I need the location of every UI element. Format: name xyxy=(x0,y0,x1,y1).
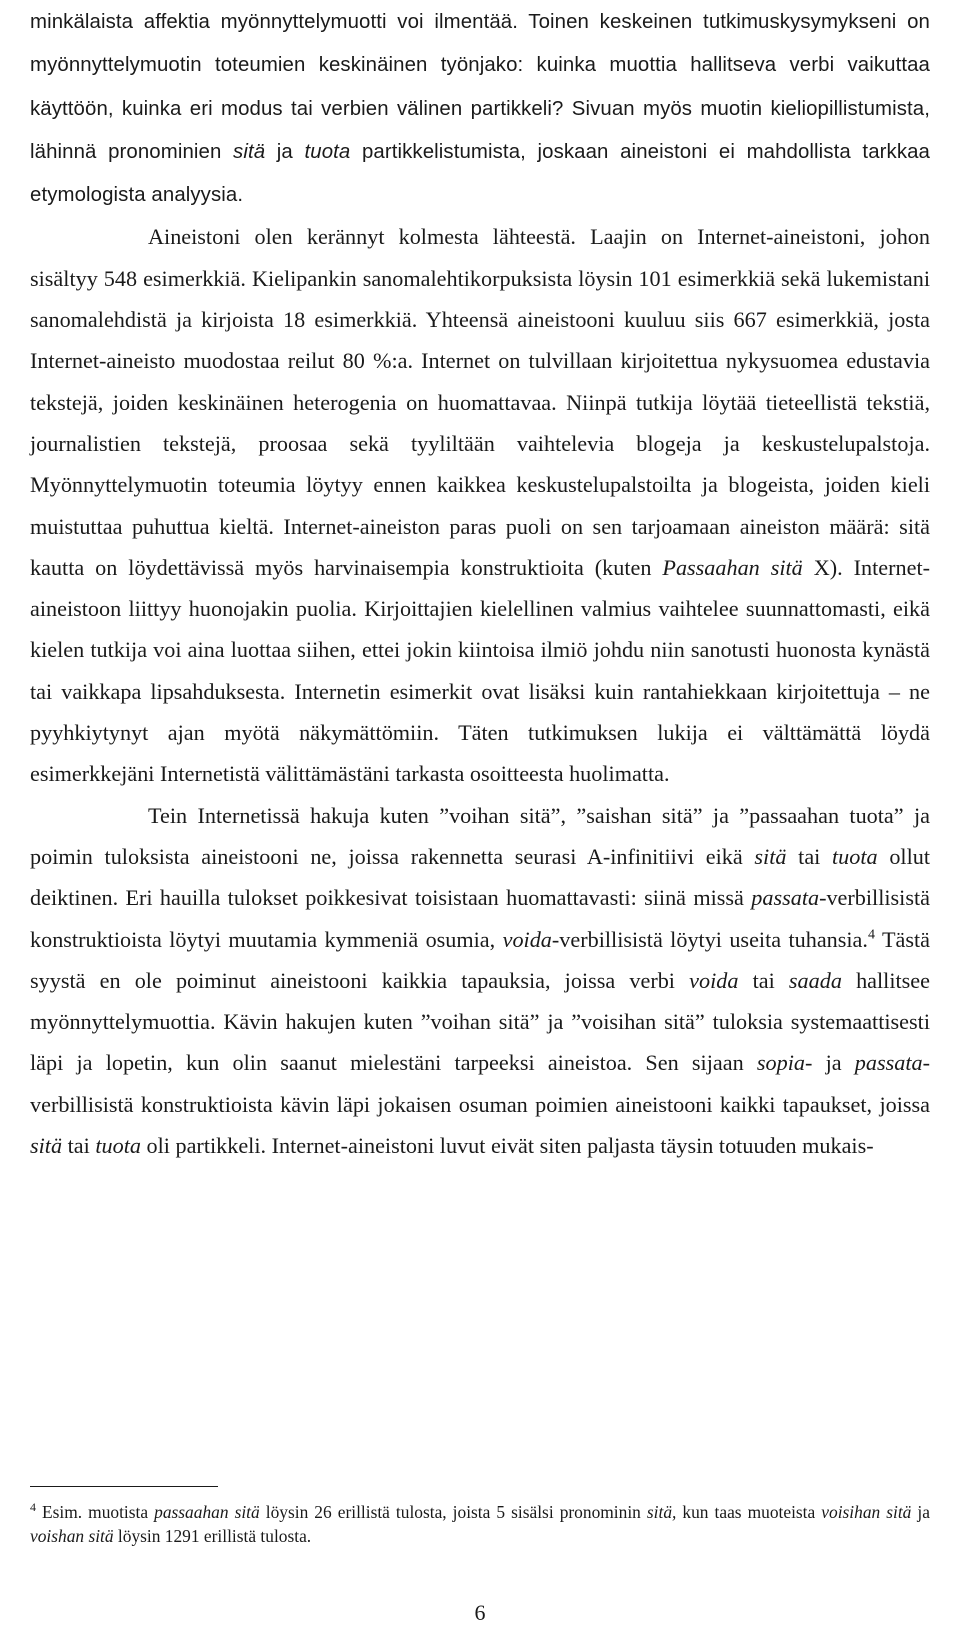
text-run: Internet on tulvillaan kirjoitettua nykysuomea edustavia tekstejä, joiden keskinäinen heterogenia on huomattavaa. Niinpä tutkija löytää tieteellistä tekstiä, journalistien tekstejä, proosaa sekä tyyliltään vaihtelevia blogeja ja keskustelupalstoja. Myönnyttelymuotin toteumia löytyy ennen kaikkea keskustelupalstoilta ja blogeista, joiden kieli muistuttaa puhuttua kieltä. Internet-aineiston paras puoli on sen tarjoamaan aineiston määrä: sitä kautta on löydettävissä myös harvinaisempia konstruktioita (kuten xyxy=(30,348,930,580)
text-run: Tein Internetissä hakuja kuten ”voihan sitä”, ”saishan sitä” ja ”passaahan tuota” ja poimin tuloksista aineistooni ne, joissa rakennetta seurasi A-infinitiivi eikä xyxy=(30,802,930,869)
italic-term: passata xyxy=(751,885,820,911)
footnote xyxy=(30,1500,930,1548)
text-run: tai xyxy=(738,967,789,993)
italic-term: sitä xyxy=(30,1133,63,1159)
text-run: löysin 26 erillistä tulosta, joista 5 sisälsi pronominin xyxy=(259,1502,647,1522)
italic-term: saada xyxy=(788,967,842,993)
paragraph-1 xyxy=(30,0,930,216)
italic-term: passaahan sitä xyxy=(154,1502,260,1522)
italic-term: voida xyxy=(689,967,739,993)
italic-term: tuota xyxy=(304,140,351,163)
paragraph-2 xyxy=(30,216,930,794)
text-run: - ja xyxy=(804,1050,855,1076)
footnote-number: 4 xyxy=(30,1500,36,1515)
italic-term: voishan sitä xyxy=(30,1526,114,1546)
text-run: minkälaista affektia myönnyttelymuotti voi ilmentää. Toinen keskeinen tutkimuskysymykseni on myönnyttelymuotin toteumien keskinäinen työnjako: kuinka muottia hallitseva verbi vaikuttaa käyttöön, kuinka eri modus tai verbien välinen partikkeli? Sivuan myös muotin kieliopillistumista, lähinnä pronominien xyxy=(30,11,930,163)
text-run: tai xyxy=(62,1133,96,1159)
italic-term: sitä xyxy=(754,843,787,869)
text-run: tai xyxy=(786,843,833,869)
italic-term: tuota xyxy=(95,1133,141,1159)
text-run: Esim. muotista xyxy=(36,1502,155,1522)
paragraph-1-text xyxy=(30,11,930,206)
italic-term: passata xyxy=(854,1050,923,1076)
italic-term: voisihan sitä xyxy=(821,1502,912,1522)
text-run: Tästä syystä en ole poiminut aineistooni kaikkia tapauksia, joissa verbi xyxy=(30,926,930,993)
text-run: -verbillisistä löytyi useita tuhansia. xyxy=(551,926,868,952)
page-number: 6 xyxy=(474,1600,486,1625)
text-run: X). Internet-aineistoon liittyy huonojakin puolia. Kirjoittajien kielellinen valmius vaihtelee suunnattomasti, eikä kielen tutkija voi aina luottaa siihen, ettei jokin kiintoisa ilmiö johdu niin sanotusti huonosta kynästä tai vaikkapa lipsahduksesta. Internetin esimerkit ovat lisäksi kuin rantahiekkaan kirjoitettuja – ne pyyhkiytynyt ajan myötä näkymättömiin. Täten tutkimuksen lukija ei välttämättä löydä esimerkkejäni Internetistä välittämästäni tarkasta osoitteesta huolimatta. xyxy=(30,554,930,787)
document-page xyxy=(30,0,931,1625)
text-run: oli partikkeli. Internet-aineistoni luvut eivät siten paljasta täysin totuuden mukais- xyxy=(140,1133,874,1159)
text-run: ja xyxy=(911,1502,930,1522)
italic-term: sopia xyxy=(756,1050,805,1076)
italic-term: Passaahan sitä xyxy=(662,554,803,580)
italic-term: sitä, xyxy=(646,1502,677,1522)
paragraph-3 xyxy=(30,795,930,1167)
text-run: löysin 1291 erillistä tulosta. xyxy=(113,1526,312,1546)
text-run: Aineistoni olen kerännyt kolmesta lähteestä. Laajin on Internet-aineistoni, johon sisältyy 548 esimerkkiä. Kielipankin sanomalehtikorpuksista löysin 101 esimerkkiä sekä lukemistani sanomalehdistä ja kirjoista 18 esimerkkiä. Yhteensä aineistooni kuuluu siis 667 esimerkkiä, josta Internet-aineisto muodostaa reilut 80 %:a. xyxy=(30,224,930,374)
text-run: ja xyxy=(265,140,305,163)
text-run: -verbillisistä konstruktioista kävin läpi jokaisen osuman poimien aineistooni kaikki tapaukset, joissa xyxy=(30,1050,930,1117)
footnote-divider xyxy=(30,1486,218,1487)
italic-term: voida xyxy=(502,926,552,952)
text-run: partikkelistumista, joskaan aineistoni ei mahdollista tarkkaa etymologista analyysia. xyxy=(30,140,931,207)
italic-term: tuota xyxy=(832,843,878,869)
text-run: kun taas muoteista xyxy=(676,1502,822,1522)
footnote-reference[interactable]: 4 xyxy=(867,927,875,943)
italic-term: sitä xyxy=(233,140,266,163)
text-run: ollut deiktinen. Eri hauilla tulokset poikkesivat toisistaan huomattavasti: siinä missä xyxy=(30,843,931,911)
text-run: hallitsee myönnyttelymuottia. Kävin hakujen kuten ”voihan sitä” ja ”voisihan sitä” tuloksia systemaattisesti läpi ja lopetin, kun olin saanut mielestäni tarpeeksi aineistoa. Sen sijaan xyxy=(30,967,930,1076)
text-run: -verbillisistä konstruktioista löytyi muutamia kymmeniä osumia, xyxy=(30,885,930,952)
